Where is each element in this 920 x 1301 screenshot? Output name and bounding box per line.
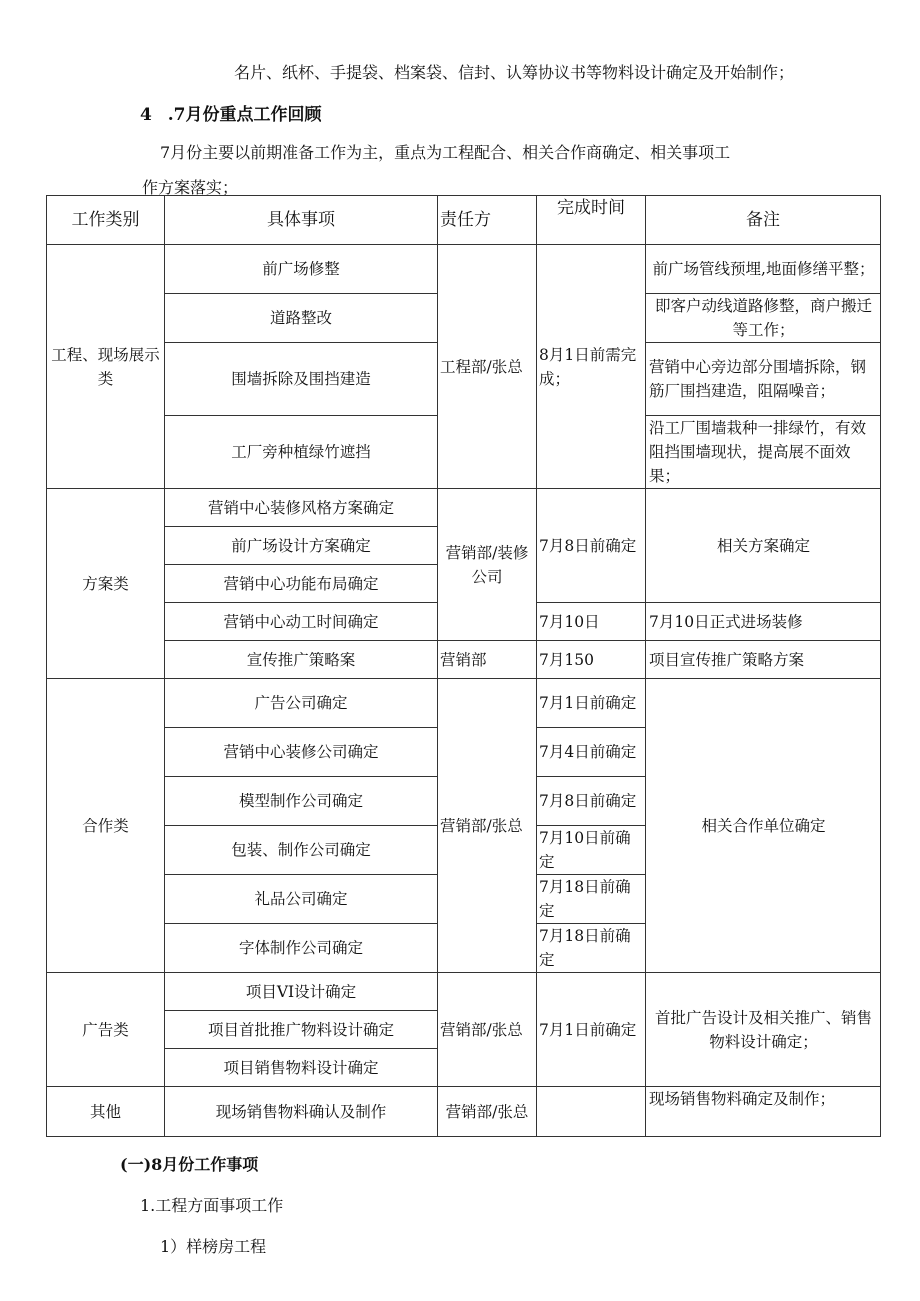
owner-cell: 营销部 <box>438 641 537 679</box>
summary-line-1: 7月份主要以前期准备工作为主，重点为工程配合、相关合作商确定、相关事项工 <box>160 143 731 162</box>
item-cell: 前广场设计方案确定 <box>165 527 438 565</box>
item-cell: 宣传推广策略案 <box>165 641 438 679</box>
item-cell: 项目销售物料设计确定 <box>165 1049 438 1087</box>
table-header-row <box>47 196 881 245</box>
item-cell: 前广场修整 <box>165 245 438 294</box>
work-review-table <box>46 195 881 1137</box>
owner-cell: 工程部/张总 <box>438 245 537 489</box>
owner-cell: 营销部/张总 <box>438 973 537 1087</box>
header-item: 具体事项 <box>165 196 438 245</box>
item-1-heading: 1.工程方面事项工作 <box>140 1196 284 1215</box>
time-cell: 7月150 <box>537 641 646 679</box>
remark-cell: 现场销售物料确定及制作； <box>646 1087 881 1137</box>
header-category: 工作类别 <box>47 196 165 245</box>
table-row <box>47 245 881 294</box>
remark-cell: 首批广告设计及相关推广、销售物料设计确定； <box>646 973 881 1087</box>
time-cell: 7月8日前确定 <box>537 777 646 826</box>
time-cell: 7月8日前确定 <box>537 489 646 603</box>
section-8-heading: (一)8月份工作事项 <box>120 1155 259 1174</box>
item-cell: 营销中心装修公司确定 <box>165 728 438 777</box>
item-cell: 包装、制作公司确定 <box>165 826 438 875</box>
category-cell: 方案类 <box>47 489 165 679</box>
category-cell: 广告类 <box>47 973 165 1087</box>
intro-line: 名片、纸杯、手提袋、档案袋、信封、认筹协议书等物料设计确定及开始制作； <box>234 63 795 82</box>
item-cell: 营销中心装修风格方案确定 <box>165 489 438 527</box>
item-cell: 礼品公司确定 <box>165 875 438 924</box>
item-cell: 营销中心功能布局确定 <box>165 565 438 603</box>
time-cell: 7月1日前确定 <box>537 679 646 728</box>
remark-cell: 7月10日正式进场装修 <box>646 603 881 641</box>
header-owner: 责任方 <box>438 196 537 245</box>
item-cell: 围墙拆除及围挡建造 <box>165 343 438 416</box>
item-cell: 现场销售物料确认及制作 <box>165 1087 438 1137</box>
owner-cell: 营销部/张总 <box>438 679 537 973</box>
owner-cell: 营销部/张总 <box>438 1087 537 1137</box>
header-remark: 备注 <box>646 196 881 245</box>
time-cell: 7月18日前确定 <box>537 924 646 973</box>
table-row <box>47 973 881 1011</box>
time-cell: 7月10日前确定 <box>537 826 646 875</box>
table-row <box>47 1087 881 1137</box>
item-cell: 项目首批推广物料设计确定 <box>165 1011 438 1049</box>
category-cell: 工程、现场展示类 <box>47 245 165 489</box>
remark-cell: 相关合作单位确定 <box>646 679 881 973</box>
time-cell: 7月18日前确定 <box>537 875 646 924</box>
item-cell: 字体制作公司确定 <box>165 924 438 973</box>
item-cell: 营销中心动工时间确定 <box>165 603 438 641</box>
section-number: 4 <box>140 105 152 125</box>
time-cell: 7月10日 <box>537 603 646 641</box>
item-cell: 工厂旁种植绿竹遮挡 <box>165 416 438 489</box>
remark-cell: 沿工厂围墙栽种一排绿竹，有效阻挡围墙现状，提高展不面效果； <box>646 416 881 489</box>
item-cell: 模型制作公司确定 <box>165 777 438 826</box>
category-cell: 合作类 <box>47 679 165 973</box>
summary-line-2: 作方案落实； <box>142 178 239 197</box>
time-cell <box>537 1087 646 1137</box>
remark-cell: 营销中心旁边部分围墙拆除，钢筋厂围挡建造，阻隔噪音； <box>646 343 881 416</box>
remark-cell: 前广场管线预埋,地面修缮平整； <box>646 245 881 294</box>
table-row <box>47 679 881 728</box>
table-row <box>47 489 881 527</box>
time-cell: 8月1日前需完成； <box>537 245 646 489</box>
table-row <box>47 641 881 679</box>
item-cell: 道路整改 <box>165 294 438 343</box>
item-cell: 项目VI设计确定 <box>165 973 438 1011</box>
time-cell: 7月1日前确定 <box>537 973 646 1087</box>
time-cell: 7月4日前确定 <box>537 728 646 777</box>
item-cell: 广告公司确定 <box>165 679 438 728</box>
remark-cell: 项目宣传推广策略方案 <box>646 641 881 679</box>
item-1-1-heading: 1）样榜房工程 <box>160 1237 267 1256</box>
remark-cell: 即客户动线道路修整，商户搬迁等工作； <box>646 294 881 343</box>
section-title: .7月份重点工作回顾 <box>167 105 322 125</box>
header-time: 完成时间 <box>537 196 646 245</box>
category-cell: 其他 <box>47 1087 165 1137</box>
owner-cell: 营销部/装修公司 <box>438 489 537 641</box>
remark-cell: 相关方案确定 <box>646 489 881 603</box>
section-4-heading <box>140 100 322 125</box>
